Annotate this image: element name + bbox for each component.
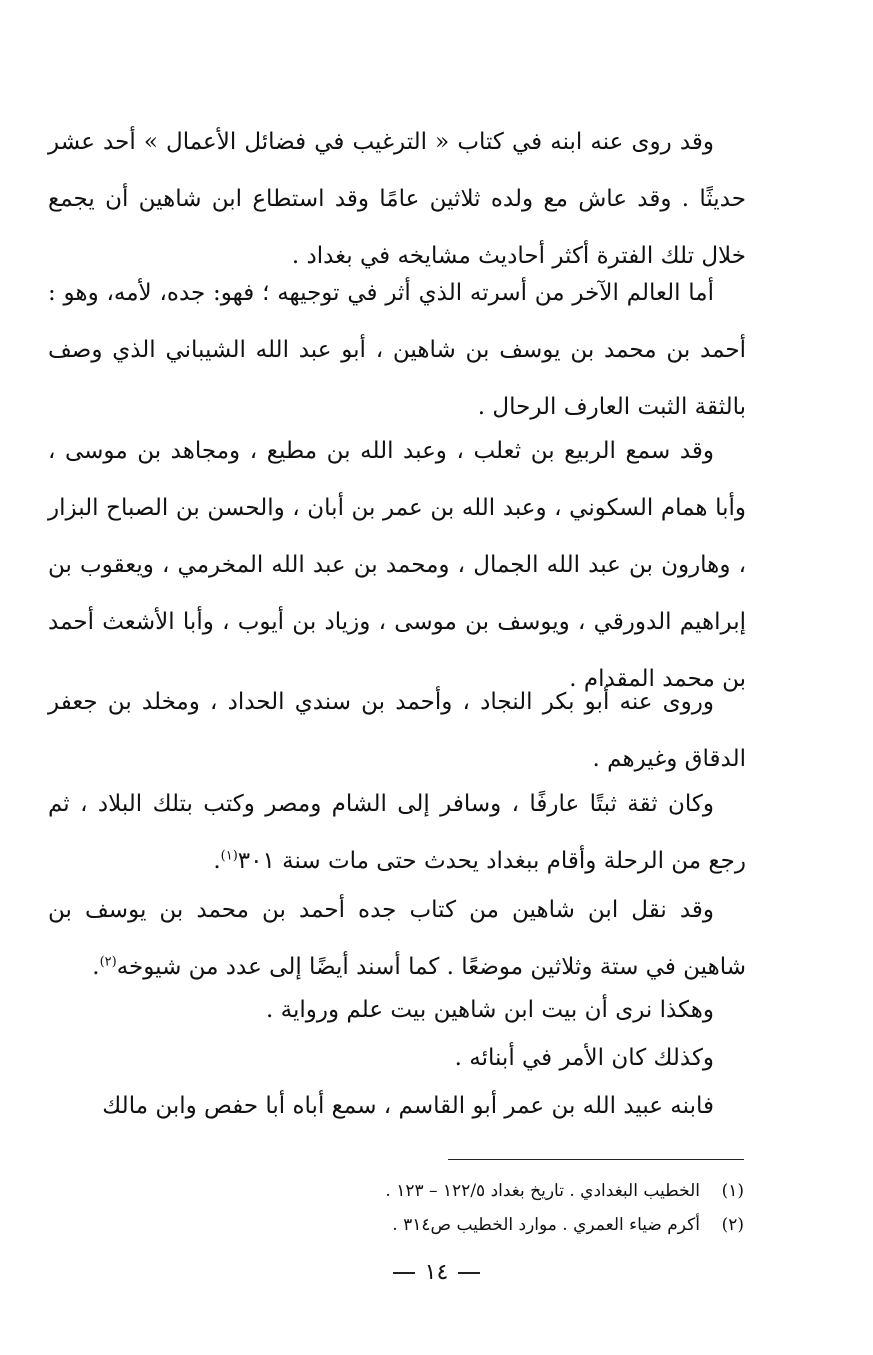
paragraph-7: وهكذا نرى أن بيت ابن شاهين بيت علم ورواية . [266, 997, 714, 1023]
paragraph-3: وقد سمع الربيع بن ثعلب ، وعبد الله بن مطيع ، ومجاهد بن موسى ، وأبا همام السكوني ، وعبد الله بن عمر بن أبان ، والحسن بن الصباح البزار ، وهارون بن عبد الله الجمال ، ومحمد بن عبد الله المخرمي ، ويعقوب بن إبراهيم الدورقي ، ويوسف بن موسى ، وزياد بن أيوب ، وأبا الأشعث أحمد بن محمد المقدام . [48, 438, 746, 692]
footnote-ref-1: (١) [220, 848, 238, 864]
footnote-separator [448, 1159, 744, 1160]
footnote-text: الخطيب البغدادي . تاريخ بغداد ١٢٢/٥ – ١٢٣ . [385, 1181, 700, 1201]
footnote-number: (٢) [721, 1215, 744, 1235]
page-number: ١٤ [0, 1260, 873, 1285]
paragraph-1: وقد روى عنه ابنه في كتاب « الترغيب في فضائل الأعمال » أحد عشر حديثًا . وقد عاش مع ولده ثلاثين عامًا وقد استطاع ابن شاهين أن يجمع خلال تلك الفترة أكثر أحاديث مشايخه في بغداد . [48, 129, 746, 269]
paragraph-5: وكان ثقة ثبتًا عارفًا ، وسافر إلى الشام ومصر وكتب بتلك البلاد ، ثم رجع من الرحلة وأقام ببغداد يحدث حتى مات سنة ٣٠١$^{(١)}$. [48, 791, 746, 874]
footnote-ref-2: (٢) [99, 954, 117, 970]
footnote-2 [160, 1210, 744, 1240]
page-number-dash [393, 1272, 415, 1274]
paragraph-6: وقد نقل ابن شاهين من كتاب جده أحمد بن محمد بن يوسف بن شاهين في ستة وثلاثين موضعًا . كما أسند أيضًا إلى عدد من شيوخه$^{(٢)}$. [48, 897, 746, 980]
footnote-text: أكرم ضياء العمري . موارد الخطيب ص٣١٤ . [392, 1215, 700, 1235]
paragraph-8: وكذلك كان الأمر في أبنائه . [454, 1045, 714, 1071]
paragraph-9: فابنه عبيد الله بن عمر أبو القاسم ، سمع أباه أبا حفص وابن مالك [102, 1093, 714, 1119]
paragraph-4: وروى عنه أبو بكر النجاد ، وأحمد بن سندي الحداد ، ومخلد بن جعفر الدقاق وغيرهم . [48, 689, 746, 772]
footnote-number: (١) [721, 1181, 744, 1201]
page-number-dash [458, 1272, 480, 1274]
footnote-1 [160, 1176, 744, 1206]
paragraph-2: أما العالم الآخر من أسرته الذي أثر في توجيهه ؛ فهو: جده، لأمه، وهو : أحمد بن محمد بن يوسف بن شاهين ، أبو عبد الله الشيباني الذي وصف بالثقة الثبت العارف الرحال . [48, 280, 746, 420]
